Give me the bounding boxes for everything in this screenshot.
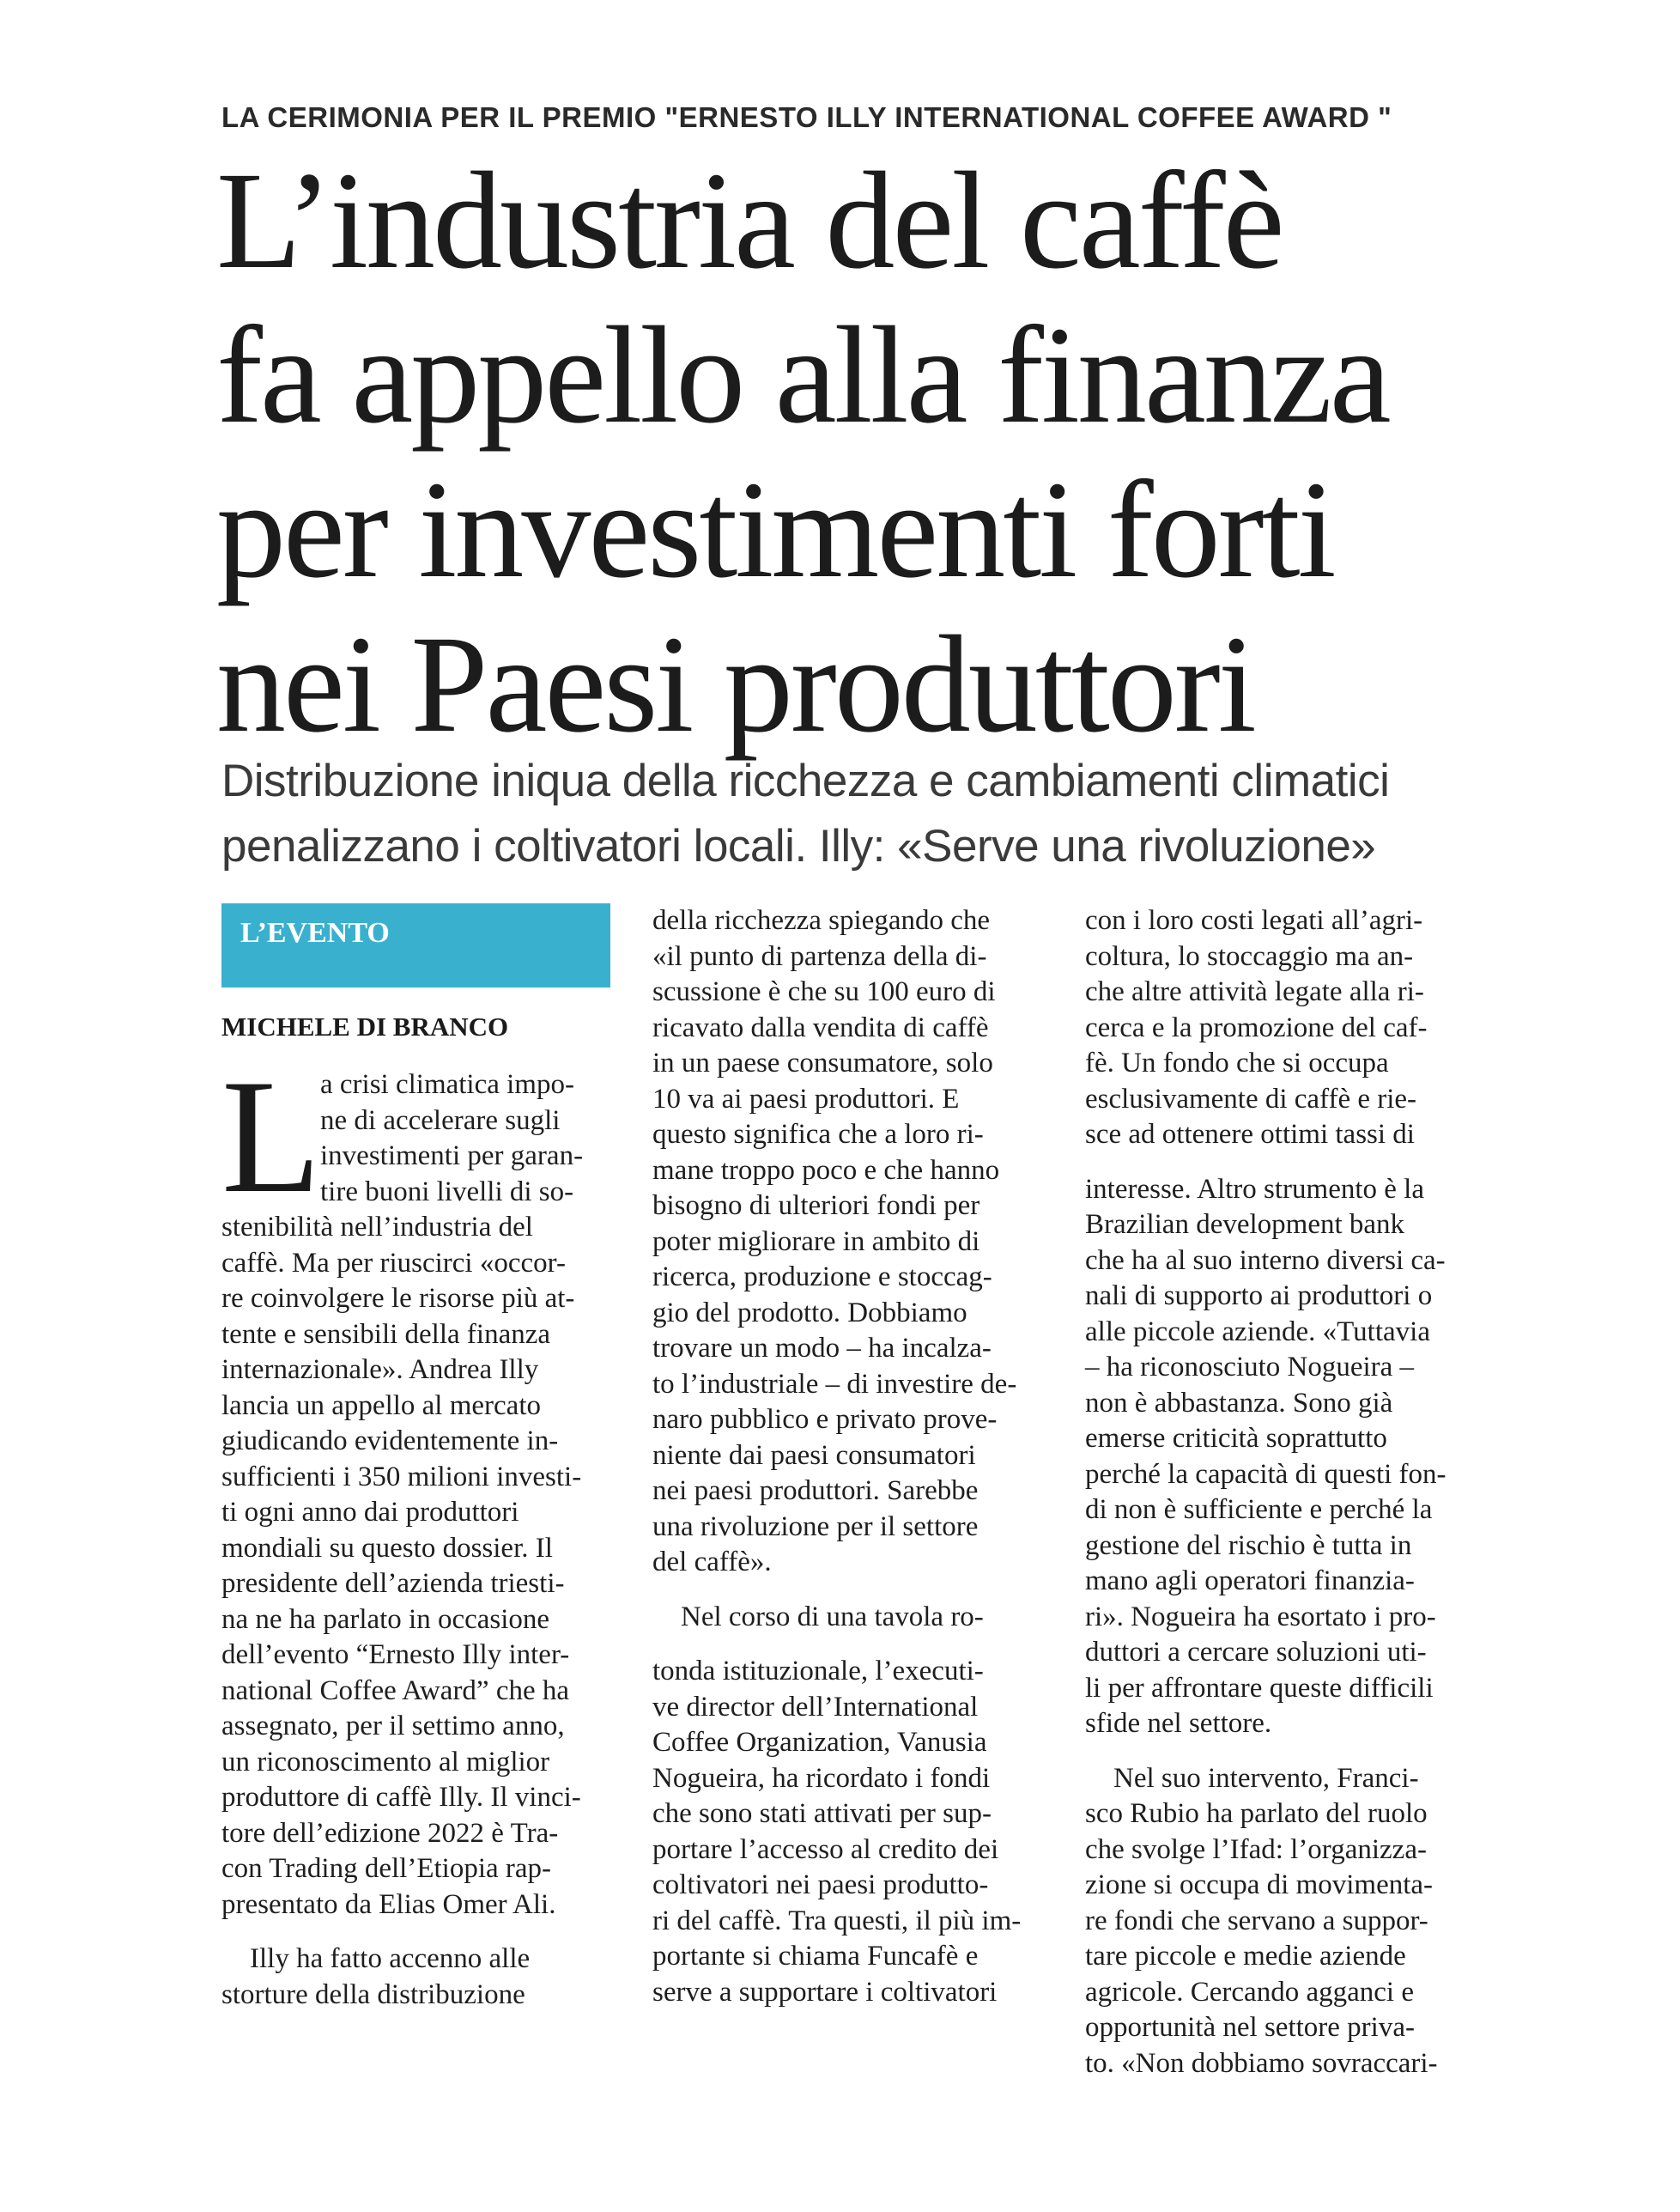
text-line: in un paese consumatore, solo <box>652 1048 993 1079</box>
text-line: della ricchezza spiegando che <box>652 905 991 936</box>
text-line: scussione è che su 100 euro di <box>652 976 996 1007</box>
article-column-2 <box>652 903 1047 2010</box>
paragraph-gap <box>652 1635 1047 1654</box>
text-line: perché la capacità di questi fon- <box>1085 1458 1446 1490</box>
text-line: – ha riconosciuto Nogueira – <box>1085 1352 1415 1382</box>
text-line: un riconoscimento al miglior <box>221 1746 550 1778</box>
text-line: opportunità nel settore priva- <box>1085 2012 1415 2043</box>
text-line: sufficienti i 350 milioni investi- <box>221 1461 582 1492</box>
text-line: che ha al suo interno diversi ca- <box>1085 1244 1446 1276</box>
text-line: naro pubblico e privato prove- <box>652 1404 998 1435</box>
text-line: Nel corso di una tavola ro- <box>681 1601 984 1632</box>
text-line: to l’industriale – di investire de- <box>652 1368 1017 1400</box>
text-line: investimenti per garan- <box>320 1140 584 1171</box>
text-line: poter migliorare in ambito di <box>652 1225 980 1257</box>
dropcap-letter: L <box>221 1047 322 1227</box>
text-line: presentato da Elias Omer Ali. <box>221 1888 556 1920</box>
text-line: ri del caffè. Tra questi, il più im- <box>652 1905 1022 1936</box>
text-line: giudicando evidentemente in- <box>221 1425 559 1456</box>
text-line: con i loro costi legati all’agri- <box>1085 905 1423 936</box>
text-line: mano agli operatori finanzia- <box>1085 1565 1415 1596</box>
text-line: internazionale». Andrea Illy <box>221 1354 539 1385</box>
paragraph-gap <box>221 1923 612 1942</box>
text-line: questo significa che a loro ri- <box>652 1119 984 1150</box>
text-line: di non è sufficiente e perché la <box>1085 1494 1433 1525</box>
paragraph-gap <box>1085 1742 1480 1761</box>
text-line: Nogueira, ha ricordato i fondi <box>652 1762 991 1794</box>
text-line: interesse. Altro strumento è la <box>1085 1173 1424 1205</box>
paragraph-gap <box>652 1581 1047 1600</box>
text-line: ricavato dalla vendita di caffè <box>652 1012 989 1043</box>
article-kicker: LA CERIMONIA PER IL PREMIO "ERNESTO ILLY INTERNATIONAL COFFEE AWARD " <box>221 101 1392 133</box>
text-line: ti ogni anno dai produttori <box>221 1497 519 1528</box>
text-line: Coffee Organization, Vanusia <box>652 1727 987 1758</box>
text-line: portare l’accesso al credito dei <box>652 1833 999 1865</box>
text-line: ricerca, produzione e stoccag- <box>652 1261 992 1292</box>
article-column-3 <box>1085 903 1480 2081</box>
text-line: trovare un modo – ha incalza- <box>652 1333 992 1364</box>
section-tag: L’EVENTO <box>221 903 610 988</box>
text-line: una rivoluzione per il settore <box>652 1510 979 1542</box>
paragraph-gap <box>1085 1153 1480 1172</box>
text-line: coltura, lo stoccaggio ma an- <box>1085 940 1414 972</box>
text-line: mane troppo poco e che hanno <box>652 1154 1000 1186</box>
text-line: tire buoni livelli di so- <box>320 1176 574 1207</box>
text-line: fè. Un fondo che si occupa <box>1085 1048 1389 1079</box>
text-line: a crisi climatica impo- <box>320 1069 574 1100</box>
text-line: sfide nel settore. <box>1085 1708 1272 1739</box>
text-line: alle piccole aziende. «Tuttavia <box>1085 1316 1430 1347</box>
text-line: nei paesi produttori. Sarebbe <box>652 1475 979 1506</box>
text-line: 10 va ai paesi produttori. E <box>652 1083 960 1115</box>
text-line: sco Rubio ha parlato del ruolo <box>1085 1798 1428 1829</box>
text-line: produttore di caffè Illy. Il vinci- <box>221 1782 581 1813</box>
text-line: national Coffee Award” che ha <box>221 1674 570 1706</box>
text-line: re coinvolgere le risorse più at- <box>221 1283 575 1314</box>
text-line: con Trading dell’Etiopia rap- <box>221 1853 552 1884</box>
text-line: che svolge l’Ifad: l’organizza- <box>1085 1833 1427 1865</box>
text-line: ve director dell’International <box>652 1691 979 1723</box>
article-column-1 <box>221 1047 612 2013</box>
headline-line: nei Paesi produttori <box>216 608 1254 762</box>
author-byline: MICHELE DI BRANCO <box>221 1012 509 1042</box>
text-line: zione si occupa di movimenta- <box>1085 1869 1434 1900</box>
text-line: re fondi che servano a suppor- <box>1085 1905 1428 1936</box>
text-line: sce ad ottenere ottimi tassi di <box>1085 1119 1415 1150</box>
subhead-line: penalizzano i coltivatori locali. Illy: «Serve una rivoluzione» <box>221 821 1376 872</box>
text-line: niente dai paesi consumatori <box>652 1439 976 1471</box>
text-line: «il punto di partenza della di- <box>652 940 987 972</box>
text-line: duttori a cercare soluzioni uti- <box>1085 1637 1427 1668</box>
headline-line: fa appello alla finanza <box>216 299 1389 453</box>
headline-line: L’industria del caffè <box>216 144 1283 298</box>
text-line: presidente dell’azienda triesti- <box>221 1568 565 1599</box>
text-line: gestione del rischio è tutta in <box>1085 1529 1412 1561</box>
text-line: tonda istituzionale, l’executi- <box>652 1656 984 1686</box>
text-line: tente e sensibili della finanza <box>221 1318 551 1350</box>
text-line: agricole. Cercando agganci e <box>1085 1976 1414 2008</box>
text-line: del caffè». <box>652 1547 772 1577</box>
text-line: assegnato, per il settimo anno, <box>221 1711 565 1741</box>
text-line: serve a supportare i coltivatori <box>652 1976 998 2008</box>
text-line: gio del prodotto. Dobbiamo <box>652 1297 967 1328</box>
text-line: Nel suo intervento, Franci- <box>1113 1762 1419 1794</box>
text-line: tore dell’edizione 2022 è Tra- <box>221 1817 559 1849</box>
text-line: dell’evento “Ernesto Illy inter- <box>221 1639 570 1670</box>
text-line: to. «Non dobbiamo sovraccari- <box>1085 2047 1438 2079</box>
text-line: portante si chiama Funcafè e <box>652 1941 979 1972</box>
text-line: emerse criticità soprattutto <box>1085 1423 1387 1454</box>
headline-line: per investimenti forti <box>216 453 1334 607</box>
text-line: che sono stati attivati per sup- <box>652 1798 992 1829</box>
text-line: mondiali su questo dossier. Il <box>221 1532 553 1564</box>
text-line: ri». Nogueira ha esortato i pro- <box>1085 1601 1436 1632</box>
text-line: bisogno di ulteriori fondi per <box>652 1190 980 1221</box>
text-line: non è abbastanza. Sono già <box>1085 1387 1393 1419</box>
article-headline <box>216 144 1556 763</box>
text-line: nali di supporto ai produttori o <box>1085 1280 1433 1311</box>
text-line: Brazilian development bank <box>1085 1209 1405 1240</box>
text-line: coltivatori nei paesi produtto- <box>652 1869 989 1900</box>
dropcap-paragraph <box>221 1047 612 1227</box>
text-line: stenibilità nell’industria del <box>221 1212 533 1243</box>
text-line: lancia un appello al mercato <box>221 1389 541 1421</box>
text-line: cerca e la promozione del caf- <box>1085 1012 1428 1043</box>
text-line: che altre attività legate alla ri- <box>1085 976 1424 1007</box>
text-line: esclusivamente di caffè e rie- <box>1085 1083 1417 1115</box>
article-subheadline <box>221 749 1526 879</box>
text-line: storture della distribuzione <box>221 1978 525 2010</box>
text-line: Illy ha fatto accenno alle <box>250 1943 531 1974</box>
text-line: na ne ha parlato in occasione <box>221 1603 550 1635</box>
text-line: ne di accelerare sugli <box>320 1104 561 1136</box>
text-line: caffè. Ma per riuscirci «occor- <box>221 1247 566 1279</box>
text-line: tare piccole e medie aziende <box>1085 1941 1406 1972</box>
text-line: li per affrontare queste difficili <box>1085 1672 1434 1704</box>
subhead-line: Distribuzione iniqua della ricchezza e cambiamenti climatici <box>221 756 1390 806</box>
